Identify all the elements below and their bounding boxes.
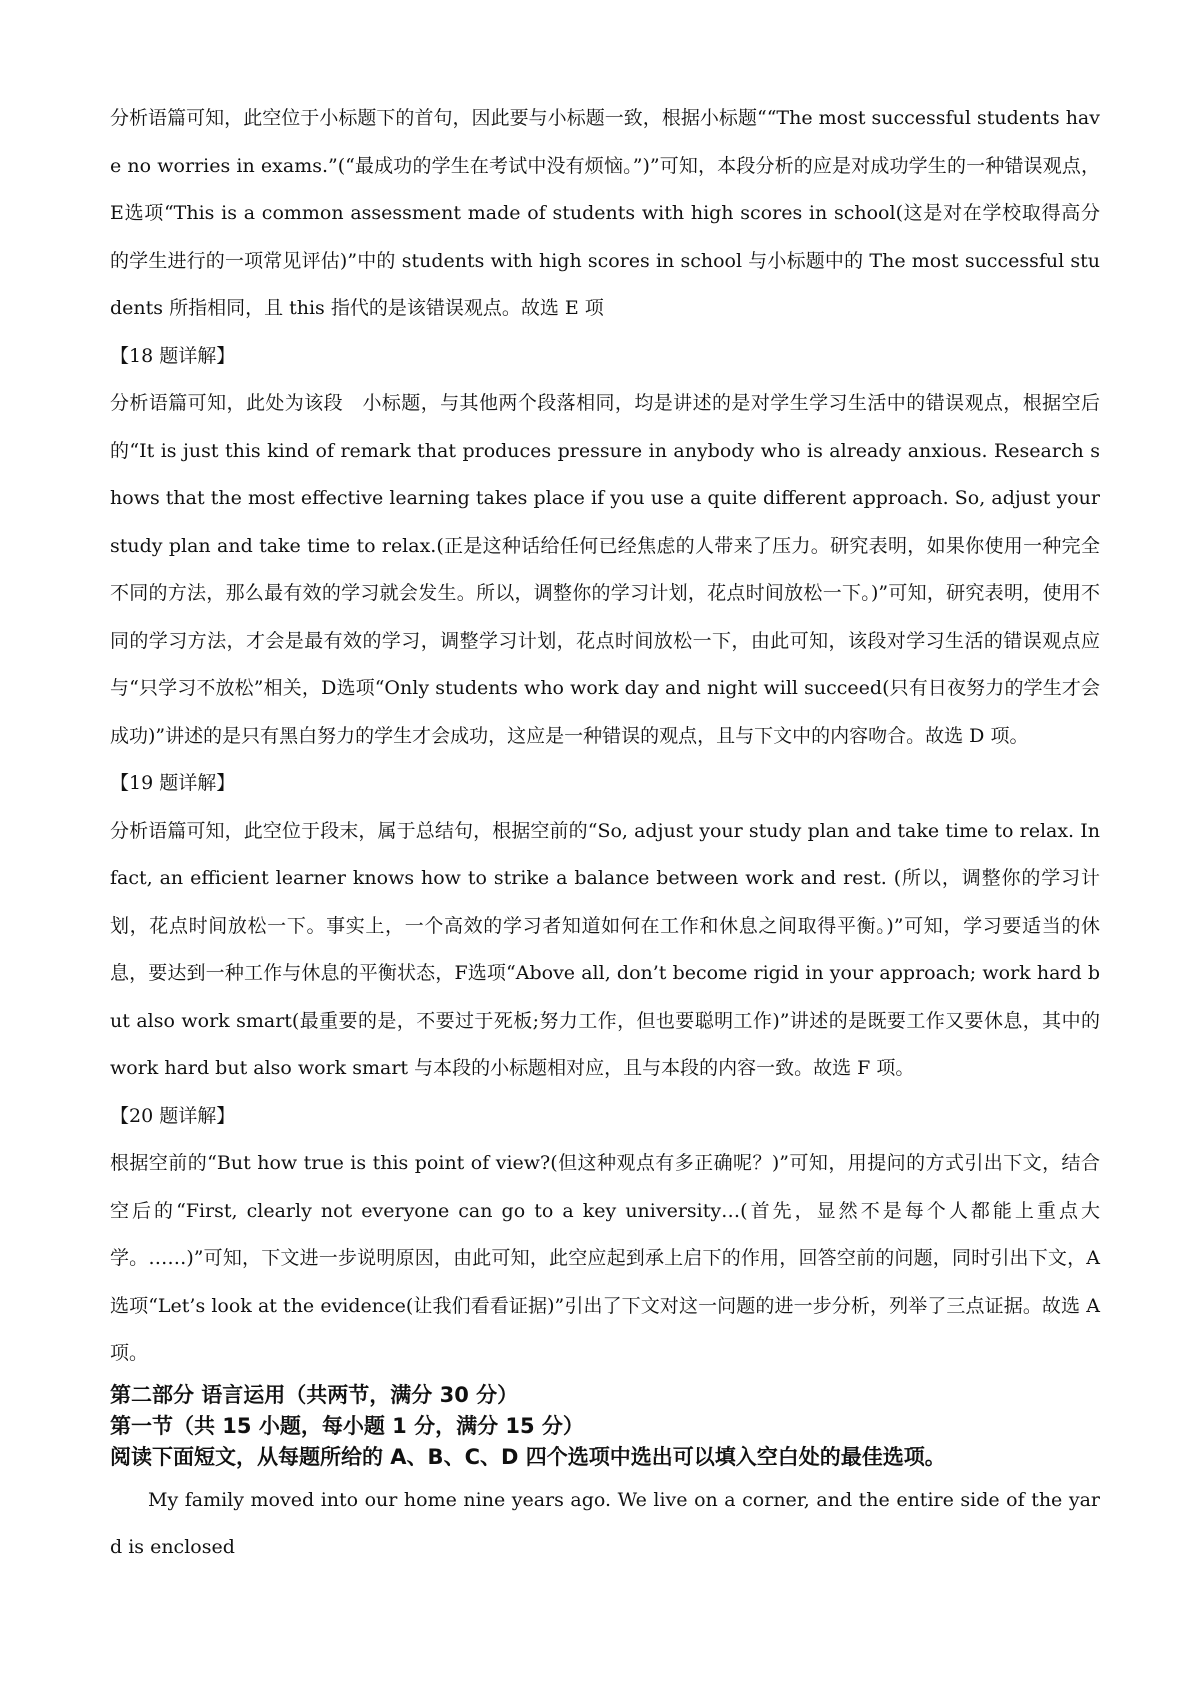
q18-heading: 【18 题详解】 <box>110 344 236 367</box>
q18-explanation: 分析语篇可知，此处为该段 小标题，与其他两个段落相同，均是讲述的是对学生学习生活中的错误观点，根据空后的“It is just this kind of remark that produces pressure in anybody who is already anxious. Research shows that the most effective learning takes place if you use a quite different approach. So, adjust your study plan and take time to relax.(正是这种话给任何已经焦虑的人带来了压力。研究表明，如果你使用一种完全不同的方法，那么最有效的学习就会发生。所以，调整你的学习计划，花点时间放松一下。)”可知，研究表明，使用不同的学习方法，才会是最有效的学习，调整学习计划，花点时间放松一下，由此可知，该段对学习生活的错误观点应与“只学习不放松”相关，D选项“Only students who work day and night will succeed(只有日夜努力的学生才会成功)”讲述的是只有黑白努力的学生才会成功，这应是一种错误的观点，且与下文中的内容吻合。故选 D 项。 <box>110 392 1100 747</box>
passage-first-line: My family moved into our home nine years ago. We live on a corner, and the entire side of the yard is enclosed <box>110 1488 1100 1558</box>
q17-explanation-continued: 分析语篇可知，此空位于小标题下的首句，因此要与小标题一致，根据小标题““The most successful students have no worries in exams.”(“最成功的学生在考试中没有烦恼。”)”可知，本段分析的应是对成功学生的一种错误观点，E选项“This is a common assessment made of students with high scores in school(这是对在学校取得高分的学生进行的一项常见评估)”中的 students with high scores in school 与小标题中的 The most successful students 所指相同，且 this 指代的是该错误观点。故选 E 项 <box>110 107 1100 319</box>
q20-explanation: 根据空前的“But how true is this point of view?(但这种观点有多正确呢？)”可知，用提问的方式引出下文，结合空后的“First, clearly not everyone can go to a key university…(首先，显然不是每个人都能上重点大学。……)”可知，下文进一步说明原因，由此可知，此空应起到承上启下的作用，回答空前的问题，同时引出下文，A选项“Let’s look at the evidence(让我们看看证据)”引出了下文对这一问题的进一步分析，列举了三点证据。故选 A 项。 <box>110 1152 1100 1364</box>
q19-explanation: 分析语篇可知，此空位于段末，属于总结句，根据空前的“So, adjust your study plan and take time to relax. In fact, an efficient learner knows how to strike a balance between work and rest. (所以，调整你的学习计划，花点时间放松一下。事实上，一个高效的学习者知道如何在工作和休息之间取得平衡。)”可知，学习要适当的休息，要达到一种工作与休息的平衡状态，F选项“Above all, don’t become rigid in your approach; work hard but also work smart(最重要的是，不要过于死板;努力工作，但也要聪明工作)”讲述的是既要工作又要休息，其中的 work hard but also work smart 与本段的小标题相对应，且与本段的内容一致。故选 F 项。 <box>110 819 1100 1079</box>
instruction: 阅读下面短文，从每题所给的 A、B、C、D 四个选项中选出可以填入空白处的最佳选项。 <box>110 1444 946 1469</box>
q19-heading: 【19 题详解】 <box>110 772 236 794</box>
document-page <box>110 95 1100 1572</box>
part2-title: 第二部分 语言运用（共两节，满分 30 分） <box>110 1382 519 1407</box>
section1-title: 第一节（共 15 小题，每小题 1 分，满分 15 分） <box>110 1413 584 1438</box>
q20-heading: 【20 题详解】 <box>110 1104 236 1127</box>
